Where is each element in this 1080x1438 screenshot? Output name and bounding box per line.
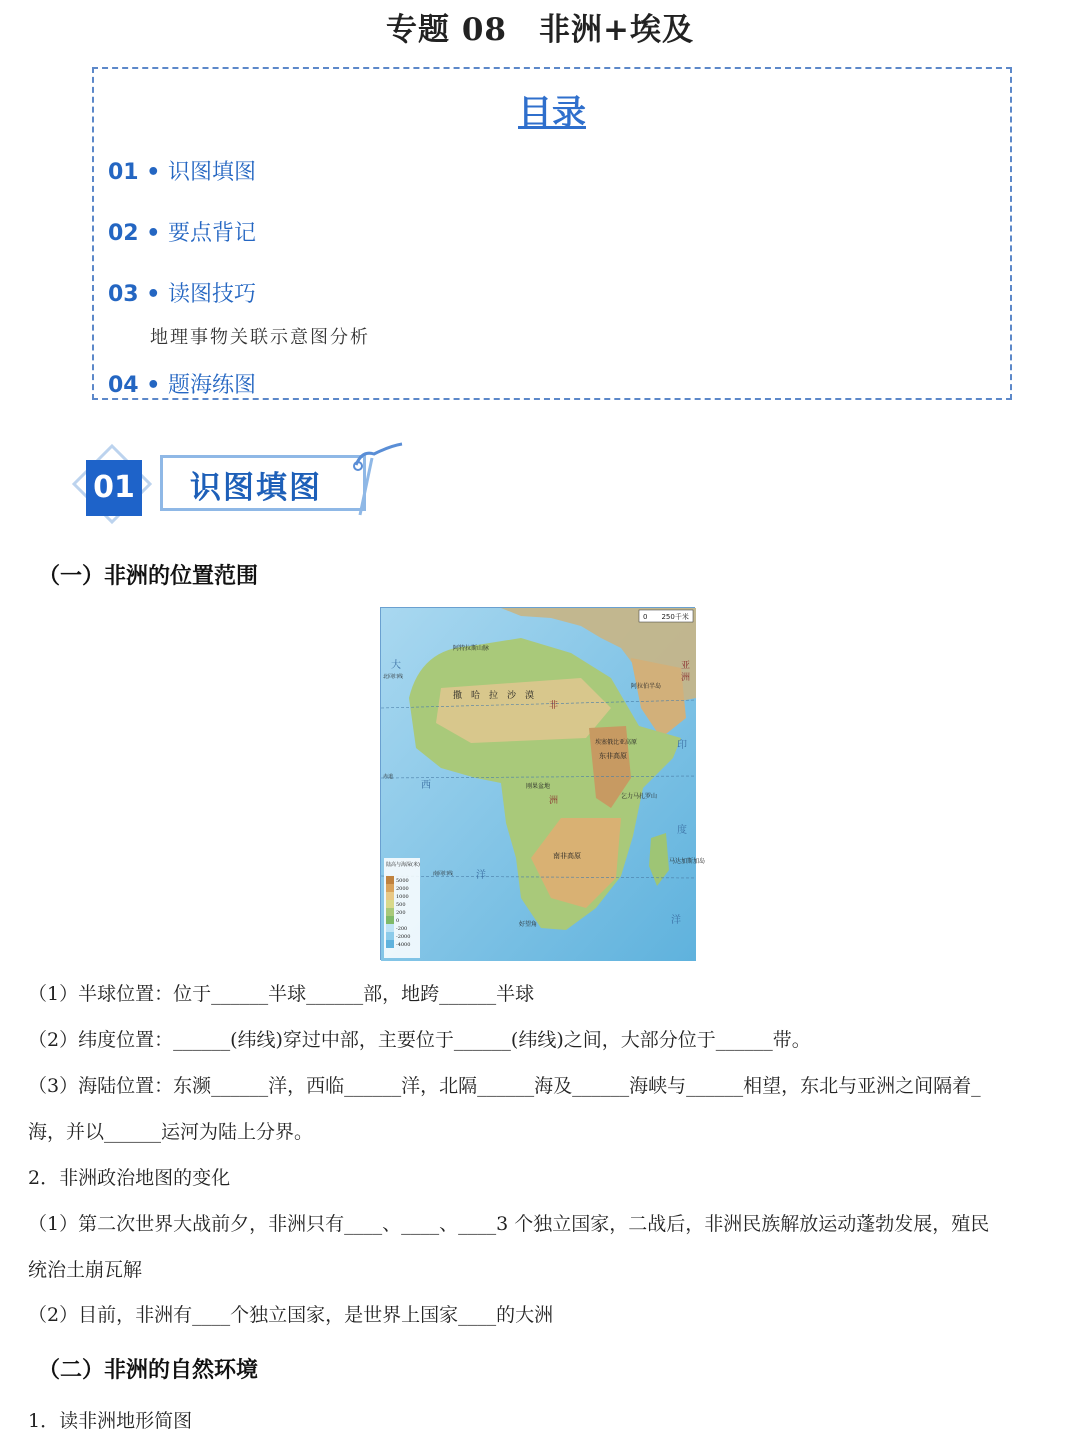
map-label-kilimanjaro: 乞力马扎罗山 [621,793,658,800]
legend-value: 200 [396,910,406,916]
question-line: （1）第二次世界大战前夕，非洲只有____、____、____3 个独立国家，二战后，非洲民族解放运动蓬勃发展，殖民 [28,1213,990,1235]
toc-item-03[interactable] [108,277,256,308]
question-line: 海，并以______运河为陆上分界。 [28,1121,314,1143]
map-label-ocean: 西 [421,780,431,791]
map-label-tropic-capricorn: 南回归线 [433,871,454,877]
legend-value: 1000 [396,894,409,900]
map-label-atlas: 阿特拉斯山脉 [453,645,490,652]
toc-num: 03 [108,282,139,307]
toc-label: 要点背记 [168,221,257,246]
map-label-africa: 非 [549,701,559,711]
bullet-icon: • [138,221,169,246]
map-label-ocean: 洋 [476,870,486,881]
map-label-africa: 洲 [549,796,559,806]
toc-item-01[interactable] [108,155,256,186]
toc-num: 01 [108,160,139,185]
africa-map-svg [381,608,706,961]
map-label-ocean: 度 [677,825,687,836]
question-line: 1．读非洲地形简图 [28,1410,193,1432]
section-heading-location: （一）非洲的位置范围 [38,564,259,589]
map-label-sahara: 撒 哈 拉 沙 漠 [453,691,535,701]
map-label-asia: 洲 [681,673,691,683]
legend-title: 陆高与海深(米) [386,862,420,868]
map-label-ocean: 印 [677,740,687,751]
section-label: 识图填图 [190,470,322,506]
map-label-south-plateau: 南非高原 [553,852,581,860]
map-label-arabia: 阿拉伯半岛 [631,683,662,690]
toc-item-04[interactable] [108,368,256,399]
legend-value: 0 [396,918,400,924]
bullet-icon: • [138,282,169,307]
swirl-decoration-icon [352,440,412,520]
page-title: 专题 08 非洲+埃及 [386,12,694,48]
legend-value: 500 [396,902,406,908]
question-line: （3）海陆位置：东濒______洋，西临______洋，北隔______海及______海峡与______相望，东北与亚洲之间隔着_ [28,1075,981,1097]
map-label-congo-basin: 刚果盆地 [526,783,551,790]
bullet-icon: • [138,160,169,185]
map-label-madagascar: 马达加斯加岛 [669,858,706,865]
legend-value: -200 [396,926,408,932]
map-label-east-plateau: 东非高原 [599,752,627,760]
legend-value: -2000 [396,934,411,940]
map-label-tropic-cancer: 北回归线 [383,674,404,680]
toc-label: 读图技巧 [168,282,257,307]
table-of-contents [92,67,1012,400]
toc-label: 题海练图 [168,373,257,398]
section-heading-environment: （二）非洲的自然环境 [38,1358,259,1383]
bullet-icon: • [138,373,169,398]
toc-item-02[interactable] [108,216,256,247]
legend-value: 2000 [396,886,409,892]
section-badge [72,440,402,522]
map-scale: 0 250千米 [643,613,689,621]
map-label-ethiopia: 埃塞俄比亚高原 [595,739,638,746]
map-label-equator: 赤道 [383,774,394,780]
question-line: （1）半球位置：位于______半球______部，地跨______半球 [28,983,535,1005]
map-label-cape: 好望角 [519,921,538,928]
africa-map [380,607,706,960]
toc-heading: 目录 [518,93,586,133]
question-line: 统治土崩瓦解 [28,1259,143,1281]
question-line: 2．非洲政治地图的变化 [28,1167,231,1189]
question-line: （2）纬度位置：______(纬线)穿过中部，主要位于______(纬线)之间，大部分位于______带。 [28,1029,811,1051]
legend-value: -4000 [396,942,411,948]
map-label-asia: 亚 [681,661,691,671]
toc-num: 04 [108,373,139,398]
map-label-ocean: 大 [391,660,401,671]
toc-num: 02 [108,221,139,246]
question-line: （2）目前，非洲有____个独立国家，是世界上国家____的大洲 [28,1304,554,1326]
map-label-ocean: 洋 [671,915,681,926]
section-number: 01 [86,460,142,516]
toc-sub-item[interactable]: 地理事物关联示意图分析 [150,327,370,348]
legend-value: 5000 [396,878,409,884]
toc-label: 识图填图 [168,160,257,185]
